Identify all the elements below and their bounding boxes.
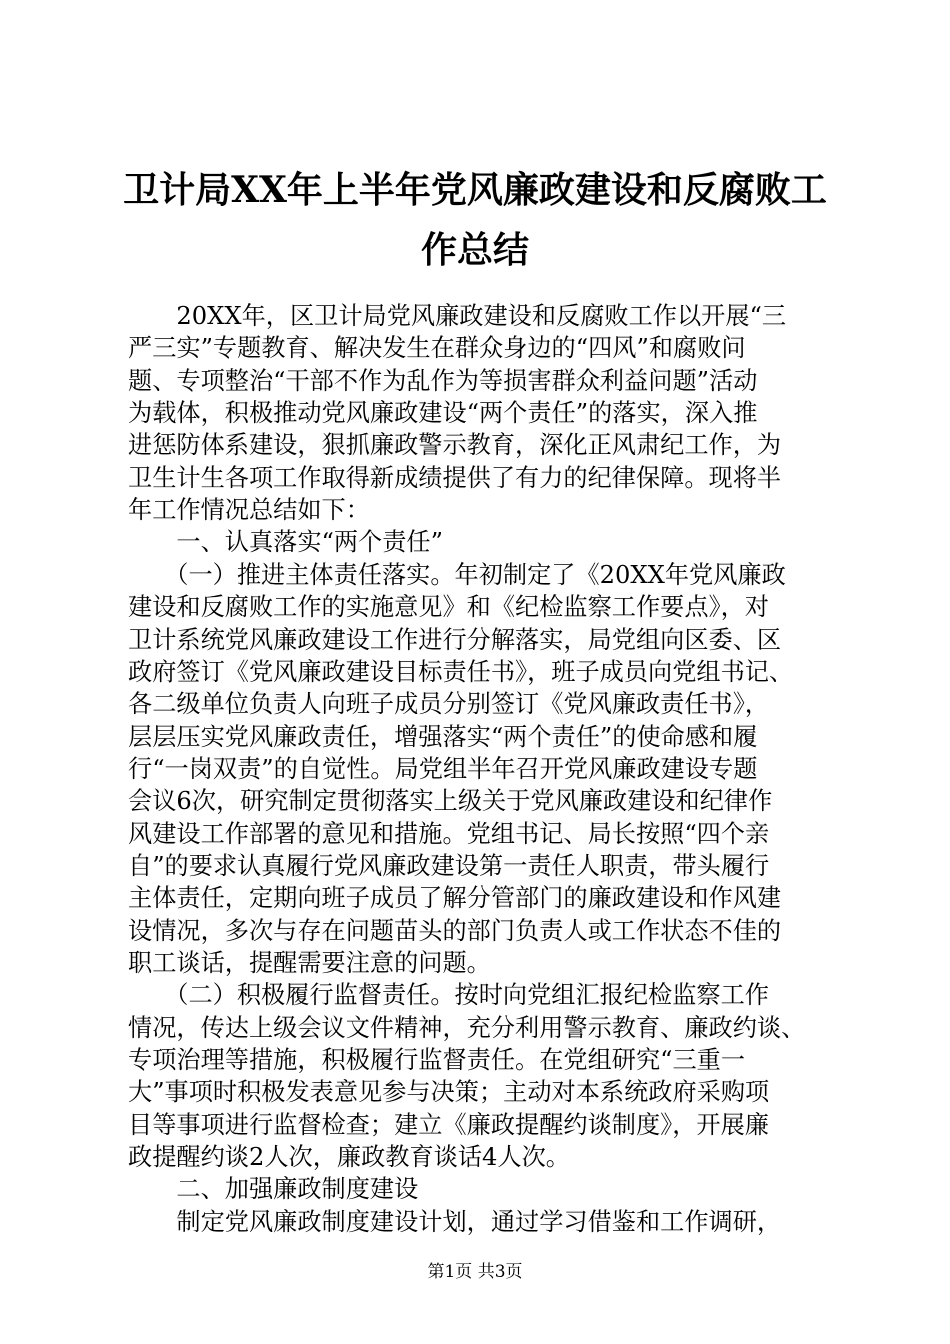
body-line: 二、加强廉政制度建设 [128, 1175, 419, 1204]
body-line: 会议6次，研究制定贯彻落实上级关于党风廉政建设和纪律作 [128, 787, 773, 816]
body-line: 一、认真落实“两个责任” [128, 528, 443, 557]
body-line: 题、专项整治“干部不作为乱作为等损害群众利益问题”活动 [128, 366, 758, 395]
body-line: 20XX年，区卫计局党风廉政建设和反腐败工作以开展“三 [128, 302, 787, 330]
body-line: 大”事项时积极发表意见参与决策；主动对本系统政府采购项 [128, 1078, 770, 1107]
body-line: 政府签订《党风廉政建设目标责任书》，班子成员向党组书记、 [128, 657, 794, 686]
document-title-line-2: 作总结 [420, 229, 529, 271]
body-line: 职工谈话，提醒需要注意的问题。 [128, 949, 491, 977]
body-line: 情况，传达上级会议文件精神，充分利用警示教育、廉政约谈、 [128, 1013, 806, 1042]
body-line: 风建设工作部署的意见和措施。党组书记、局长按照“四个亲 [128, 819, 770, 848]
body-line: 严三实”专题教育、解决发生在群众身边的“四风”和腐败问 [128, 334, 746, 363]
body-line: 自”的要求认真履行党风廉政建设第一责任人职责，带头履行 [128, 851, 770, 880]
body-line: 设情况，多次与存在问题苗头的部门负责人或工作状态不佳的 [128, 916, 782, 945]
body-line: 主体责任，定期向班子成员了解分管部门的廉政建设和作风建 [128, 884, 782, 913]
body-line: 行“一岗双责”的自觉性。局党组半年召开党风廉政建设专题 [128, 754, 758, 783]
body-line: 层层压实党风廉政责任，增强落实“两个责任”的使命感和履 [128, 722, 758, 751]
body-line: 年工作情况总结如下： [128, 496, 370, 525]
body-line: 专项治理等措施，积极履行监督责任。在党组研究“三重一 [128, 1046, 746, 1075]
page-footer: 第1页 共3页 [427, 1262, 523, 1282]
body-line: 建设和反腐败工作的实施意见》和《纪检监察工作要点》，对 [128, 593, 769, 622]
body-line: 为载体，积极推动党风廉政建设“两个责任”的落实，深入推 [128, 399, 758, 428]
body-line: 制定党风廉政制度建设计划，通过学习借鉴和工作调研， [128, 1207, 782, 1236]
body-line: 政提醒约谈2人次，廉政教育谈话4人次。 [128, 1143, 570, 1172]
document-title-line-1: 卫计局XX年上半年党风廉政建设和反腐败工 [123, 169, 827, 211]
body-line: 卫生计生各项工作取得新成绩提供了有力的纪律保障。现将半 [128, 463, 782, 492]
body-line: 目等事项进行监督检查；建立《廉政提醒约谈制度》，开展廉 [128, 1110, 769, 1139]
body-line: （一）推进主体责任落实。年初制定了《20XX年党风廉政 [128, 560, 786, 589]
body-line: （二）积极履行监督责任。按时向党组汇报纪检监察工作 [128, 981, 769, 1010]
body-line: 进惩防体系建设，狠抓廉政警示教育，深化正风肃纪工作，为 [128, 431, 782, 460]
body-line: 各二级单位负责人向班子成员分别签订《党风廉政责任书》， [128, 690, 769, 719]
body-line: 卫计系统党风廉政建设工作进行分解落实，局党组向区委、区 [128, 625, 782, 654]
